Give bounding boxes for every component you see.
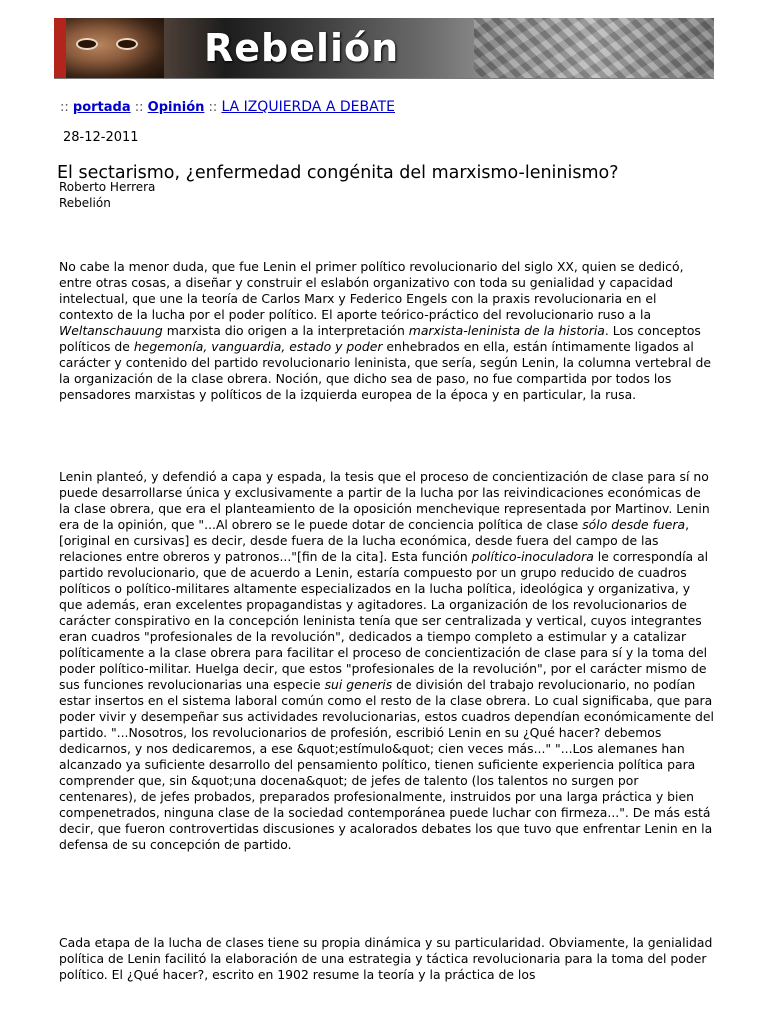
banner-eye-left — [76, 38, 98, 50]
text-run-italic: hegemonía, vanguardia, estado y poder — [133, 339, 383, 354]
article-paragraph-1 — [59, 259, 714, 403]
text-run: . Los conceptos políticos de — [59, 323, 701, 354]
banner-eye-right — [116, 38, 138, 50]
article-byline — [59, 179, 155, 211]
text-run-italic: sólo desde fuera — [582, 517, 686, 532]
text-run: No cabe la menor duda, que fue Lenin el primer político revolucionario del siglo XX, quien se dedicó, entre otras cosas, a diseñar y construir el eslabón organizativo con toda su genialidad y capacidad intelectual, que une la teoría de Carlos Marx y Federico Engels con la praxis revolucionaria en el contexto de la lucha por el poder político. El aporte teórico-práctico del revolucionario ruso a la — [59, 259, 684, 322]
breadcrumb-link-portada[interactable]: portada — [72, 100, 131, 115]
breadcrumb-separator: :: — [134, 100, 144, 115]
text-run: de división del trabajo revolucionario, no podían estar insertos en el sistema laboral común como el resto de la clase obrera. Lo cual significaba, que para poder vivir y desempeñar sus actividades revolucionarias, estos cuadros dependían económicamente del partido. "...Nosotros, los revolucionarios de profesión, escribió Lenin en su ¿Qué hacer? debemos dedicarnos, y nos dedicaremos, a ese &quot;estímulo&quot; cien veces más..." "...Los alemanes han alcanzado ya suficiente desarrollo del pensamiento político, tienen suficiente experiencia política para comprender que, sin &quot;una docena&quot; de jefes de talento (los talentos no surgen por centenares), de jefes probados, preparados profesionalmente, instruidos por una larga práctica y bien compenetrados, ninguna clase de la sociedad contemporánea puede luchar con firmeza...". De más está decir, que fueron controvertidas discusiones y acalorados debates los que tuvo que enfrentar Lenin en la defensa de su concepción de partido. — [59, 677, 714, 852]
text-run: le correspondía al partido revolucionario, que de acuerdo a Lenin, estaría compuesto por un grupo reducido de cuadros políticos o político-militares altamente especializados en la lucha política, ideológica y organizativa, y que además, eran excelentes propagandistas y agitadores. La organización de los revolucionarios de carácter conspirativo en la concepción leninista tenía que ser centralizada y vertical, cuyos integrantes eran cuadros "profesionales de la revolución", dedicados a tiempo completo a estimular y a catalizar políticamente a la clase obrera para facilitar el proceso de concientización de clase para sí y la toma del poder político-militar. Huelga decir, que estos "profesionales de la revolución", por el carácter mismo de sus funciones revolucionarias una especie — [59, 549, 709, 692]
banner-photo-face — [54, 18, 164, 78]
site-logo-title[interactable]: Rebelión — [204, 26, 400, 70]
site-banner[interactable] — [54, 18, 714, 78]
article-date: 28-12-2011 — [63, 130, 139, 145]
article-source: Rebelión — [59, 196, 111, 210]
breadcrumb-link-section[interactable]: LA IZQUIERDA A DEBATE — [221, 99, 395, 115]
banner-photo-collage — [474, 18, 714, 78]
text-run: enhebrados en ella, están íntimamente ligados al carácter y contenido del partido revolucionario leninista, que sería, según Lenin, la columna vertebral de la organización de la clase obrera. Noción, que dicho sea de paso, no fue compartida por todos los pensadores marxistas y políticos de la izquierda europea de la época y en particular, la rusa. — [59, 339, 711, 402]
text-run-italic: marxista-leninista de la historia — [408, 323, 605, 338]
text-run-italic: Weltanschauung — [59, 323, 163, 338]
text-run: Lenin planteó, y defendió a capa y espada, la tesis que el proceso de concientización de clase para sí no puede desarrollarse única y exclusivamente a partir de la lucha por las reivindicaciones económicas de la clase obrera, que era el planteamiento de la oposición menchevique representada por Martinov. Lenin era de la opinión, que "...Al obrero se le puede dotar de conciencia política de clase — [59, 469, 710, 532]
article-author: Roberto Herrera — [59, 180, 156, 194]
text-run-italic: sui generis — [324, 677, 393, 692]
breadcrumb-separator: :: — [60, 100, 69, 115]
article-paragraph-2 — [59, 469, 714, 853]
article-paragraph-3: Cada etapa de la lucha de clases tiene su propia dinámica y su particularidad. Obviamente, la genialidad política de Lenin facilitó la elaboración de una estrategia y táctica revolucionaria para la toma del poder político. El ¿Qué hacer?, escrito en 1902 resume la teoría y la práctica de los — [59, 935, 713, 982]
breadcrumb-separator: :: — [208, 100, 218, 115]
banner-red-strip — [54, 18, 66, 78]
banner-divider — [54, 78, 714, 79]
text-run: , [original en cursivas] es decir, desde fuera de la lucha económica, desde fuera del campo de las relaciones entre obreros y patronos..."[fin de la cita]. Esta función — [59, 517, 690, 564]
breadcrumb-link-opinion[interactable]: Opinión — [147, 100, 205, 115]
text-run: marxista dio origen a la interpretación — [162, 323, 409, 338]
breadcrumb — [60, 98, 395, 117]
article-title: El sectarismo, ¿enfermedad congénita del marxismo-leninismo? — [57, 163, 619, 183]
text-run-italic: político-inoculadora — [471, 549, 594, 564]
